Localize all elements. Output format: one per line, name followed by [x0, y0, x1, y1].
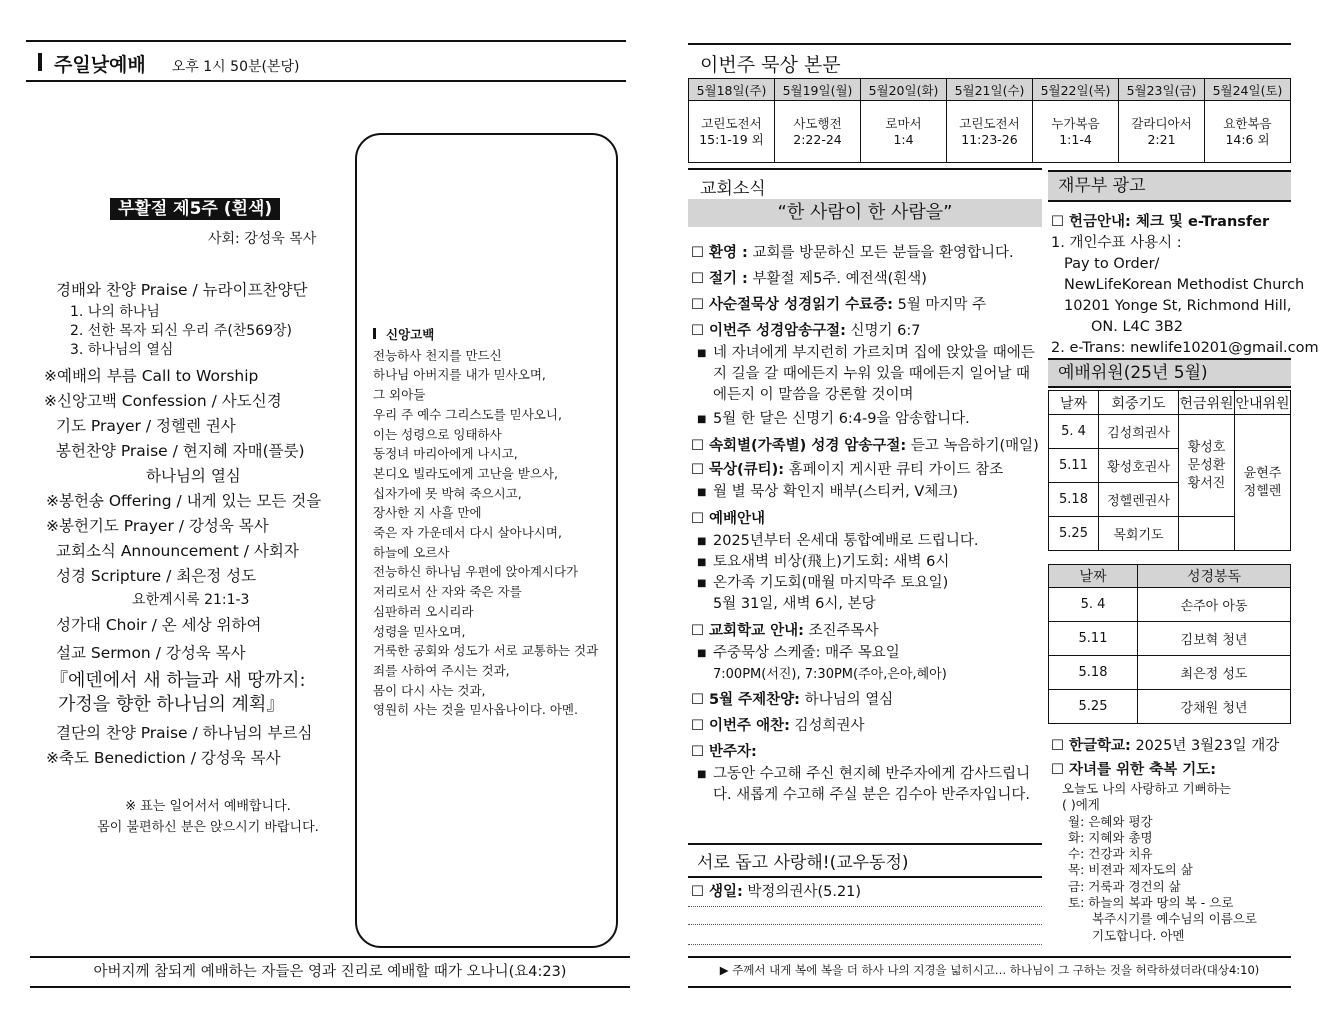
- committee-header: 회중기도: [1099, 391, 1179, 415]
- committee-prayer: 목회기도: [1099, 517, 1179, 551]
- finance-line: 2. e-Trans: newlife10201@gmail.com: [1051, 340, 1319, 356]
- service-time: 오후 1시 50분(본당): [171, 59, 300, 75]
- news-item: ☐ 교회학교 안내: 조진주목사: [691, 619, 1041, 643]
- order-item: ※축도 Benediction / 강성욱 목사: [46, 749, 281, 767]
- news-item: ☐ 이번주 성경암송구절: 신명기 6:7: [691, 319, 1041, 343]
- meditation-cell: 갈라디아서 2:21: [1119, 101, 1205, 163]
- creed-line: 장사한 지 사흘 만에: [373, 505, 482, 521]
- committee-date: 5.25: [1049, 517, 1099, 551]
- order-item: 요한계시록 21:1-3: [132, 592, 250, 608]
- finance-line: 10201 Yonge St, Richmond Hill,: [1064, 298, 1292, 314]
- blessing-line: 복주시기를 예수님의 이름으로: [1092, 911, 1257, 927]
- meditation-date: 5월23일(금): [1119, 79, 1205, 101]
- blessing-line: 목: 비젼과 제자도의 삶: [1068, 862, 1193, 878]
- news-bullet: ■ 네 자녀에게 부지런히 가르치며 집에 앉았을 때에든지 길을 갈 때에든지 누워 있을 때에든지 일어날 때에든지 이 말씀을 강론할 것이며: [691, 343, 1041, 406]
- service-title: 주일낮예배: [54, 54, 146, 76]
- meditation-cell: 누가복음 1:1-4: [1033, 101, 1119, 163]
- fellowship-title-rule: [688, 876, 1042, 878]
- order-item: 설교 Sermon / 강성욱 목사: [56, 644, 246, 662]
- order-item: 결단의 찬양 Praise / 하나님의 부르심: [56, 724, 313, 742]
- reading-header: 날짜: [1049, 565, 1138, 588]
- meditation-cell: 사도행전 2:22-24: [775, 101, 861, 163]
- meditation-date: 5월22일(목): [1033, 79, 1119, 101]
- blessing-line: 금: 거룩과 경건의 삶: [1068, 878, 1181, 894]
- left-header-rule: [26, 80, 626, 82]
- news-top-rule: [688, 168, 1042, 170]
- meditation-date: 5월24일(토): [1205, 79, 1291, 101]
- reading-date: 5.25: [1049, 690, 1138, 724]
- finance-info: [1051, 211, 1319, 359]
- meditation-cell: 요한복음 14:6 외: [1205, 101, 1291, 163]
- order-item: 2. 선한 목자 되신 우리 주(찬569장): [70, 323, 293, 339]
- meditation-date: 5월21일(수): [947, 79, 1033, 101]
- blessing-line: 기도합니다. 아멘: [1092, 927, 1185, 943]
- order-item: 1. 나의 하나님: [70, 304, 160, 320]
- news-bullet: ■ 주중묵상 스케줄: 매주 목요일: [691, 643, 1041, 664]
- reading-reader: 손주아 아동: [1138, 588, 1291, 622]
- news-bullet-cont: 5월 31일, 새벽 6시, 본당: [713, 596, 876, 612]
- finance-line: NewLifeKorean Methodist Church: [1064, 277, 1305, 293]
- creed-line: 심판하러 오시리라: [373, 603, 474, 619]
- left-footer-verse: 아버지께 참되게 예배하는 자들은 영과 진리로 예배할 때가 오나니(요4:23): [93, 964, 567, 980]
- blessing-prayer: [1062, 781, 1257, 944]
- left-footer-rule-top: [30, 956, 630, 958]
- news-motto: “한 사람이 한 사람을”: [688, 199, 1042, 227]
- fellowship-top-rule: [688, 843, 1042, 845]
- dotted-line: [688, 924, 1042, 925]
- creed-line: 하나님 아버지를 내가 믿사오며,: [373, 367, 546, 383]
- committee-title: 예배위원(25년 5월): [1048, 358, 1291, 388]
- presider: 사회: 강성욱 목사: [208, 231, 317, 247]
- creed-line: 성령을 믿사오며,: [373, 623, 466, 639]
- news-title: 교회소식: [700, 179, 766, 199]
- creed-line: 몸이 다시 사는 것과,: [373, 682, 486, 698]
- committee-date: 5.18: [1049, 483, 1099, 517]
- creed-line: 그 외아들: [373, 387, 426, 403]
- meditation-date: 5월19일(월): [775, 79, 861, 101]
- news-item: ☐ 사순절묵상 성경읽기 수료증: 5월 마지막 주: [691, 293, 1041, 317]
- order-item: 3. 하나님의 열심: [70, 342, 174, 358]
- order-item: 경배와 찬양 Praise / 뉴라이프찬양단: [56, 281, 308, 299]
- meditation-cell: 고린도전서 15:1-19 외: [689, 101, 775, 163]
- order-item: 성가대 Choir / 온 세상 위하여: [56, 616, 262, 634]
- sermon-title: 가정을 향한 하나님의 계획』: [58, 694, 285, 715]
- finance-line: 1. 개인수표 사용시 :: [1051, 235, 1182, 251]
- creed-line: 전능하신 하나님 우편에 앉아계시다가: [373, 564, 579, 580]
- order-item: ※신앙고백 Confession / 사도신경: [44, 392, 282, 410]
- committee-prayer: 정헬렌권사: [1099, 483, 1179, 517]
- creed: [373, 325, 598, 720]
- blessing-line: ( )에게: [1062, 797, 1100, 813]
- order-item: 봉헌찬양 Praise / 현지혜 자매(플룻): [56, 442, 305, 460]
- creed-title: 신앙고백: [373, 325, 598, 345]
- meditation-cell: 로마서 1:4: [861, 101, 947, 163]
- creed-line: 동정녀 마리아에게 나시고,: [373, 446, 518, 462]
- finance-offering-label: ☐ 헌금안내: 체크 및 e-Transfer: [1051, 211, 1291, 233]
- committee-prayer: 김성희권사: [1099, 415, 1179, 449]
- right-footer-rule-top: [688, 956, 1291, 958]
- reading-date: 5. 4: [1049, 588, 1138, 622]
- committee-date: 5. 4: [1049, 415, 1099, 449]
- news-bullet: ■ 2025년부터 온세대 통합예배로 드립니다.: [691, 531, 1041, 552]
- meditation-table: [688, 78, 1291, 163]
- creed-line: 영원히 사는 것을 믿사옵나이다. 아멘.: [373, 702, 578, 718]
- right-top-rule: [688, 43, 1291, 45]
- news-bullet-cont: 7:00PM(서진), 7:30PM(주아,은아,혜아): [713, 667, 947, 682]
- news-list: [691, 241, 1041, 806]
- creed-line: 이는 성령으로 잉태하사: [373, 426, 502, 442]
- committee-table: [1048, 390, 1291, 551]
- reading-reader: 강채원 청년: [1138, 690, 1291, 724]
- news-bullet: ■ 그동안 수고해 주신 현지혜 반주자에게 감사드립니다. 새롭게 수고해 주실 분은 김수아 반주자입니다.: [691, 764, 1041, 806]
- blessing-label: ☐ 자녀를 위한 축복 기도:: [1051, 758, 1216, 782]
- committee-prayer: 황성호권사: [1099, 449, 1179, 483]
- finance-line: Pay to Order/: [1064, 256, 1160, 272]
- left-footer-rule-bottom: [30, 986, 630, 988]
- finance-line: ON. L4C 3B2: [1091, 319, 1183, 335]
- blessing-line: 월: 은혜와 평강: [1068, 813, 1153, 829]
- birthday-item: ☐ 생일: 박정의권사(5.21): [691, 880, 861, 904]
- reading-reader: 최은정 성도: [1138, 656, 1291, 690]
- creed-line: 죄를 사하여 주시는 것과,: [373, 662, 510, 678]
- left-top-rule: [26, 40, 626, 42]
- creed-line: 십자가에 못 박혀 죽으시고,: [373, 485, 522, 501]
- creed-box: [355, 133, 618, 948]
- standing-note: ※ 표는 일어서서 예배합니다. 몸이 불편하신 분은 앉으시기 바랍니다.: [97, 799, 319, 835]
- service-header: [38, 50, 299, 77]
- reading-header: 성경봉독: [1138, 565, 1291, 588]
- news-item: ☐ 속회별(가족별) 성경 암송구절: 듣고 녹음하기(매일): [691, 434, 1041, 458]
- finance-title: 재무부 광고: [1048, 170, 1291, 202]
- news-item: ☐ 5월 주제찬양: 하나님의 열심: [691, 688, 1041, 712]
- header-bar-mark: [38, 53, 42, 71]
- creed-line: 하늘에 오르사: [373, 544, 450, 560]
- committee-offering-empty: [1179, 517, 1235, 551]
- meditation-title: 이번주 묵상 본문: [700, 54, 841, 76]
- fellowship-title: 서로 돕고 사랑해!(교우동정): [697, 853, 909, 873]
- sermon-title: 『에덴에서 새 하늘과 새 땅까지:: [50, 670, 306, 691]
- order-item: 하나님의 열심: [146, 467, 241, 485]
- committee-date: 5.11: [1049, 449, 1099, 483]
- blessing-line: 화: 지혜와 총명: [1068, 829, 1153, 845]
- order-item: ※봉헌기도 Prayer / 강성욱 목사: [46, 517, 269, 535]
- creed-line: 죽은 자 가운데서 다시 살아나시며,: [373, 525, 562, 541]
- news-bullet: ■ 온가족 기도회(매월 마지막주 토요일): [691, 573, 1041, 594]
- creed-line: 우리 주 예수 그리스도를 믿사오니,: [373, 406, 562, 422]
- blessing-line: 오늘도 나의 사랑하고 기뻐하는: [1062, 781, 1231, 796]
- news-item: ☐ 이번주 애찬: 김성희권사: [691, 714, 1041, 738]
- order-item: 기도 Prayer / 정헬렌 권사: [56, 417, 236, 435]
- meditation-date: 5월20일(화): [861, 79, 947, 101]
- news-bullet: ■ 토요새벽 비상(飛上)기도회: 새벽 6시: [691, 552, 1041, 573]
- season-title: 부활절 제5주 (흰색): [110, 198, 280, 220]
- right-footer-verse: ▶ 주께서 내게 복에 복을 더 하사 나의 지경을 넓히시고… 하나님이 그 구하는 것을 허락하셨더라(대상4:10): [719, 963, 1260, 977]
- committee-header: 안내위원: [1235, 391, 1291, 415]
- meditation-cell: 고린도전서 11:23-26: [947, 101, 1033, 163]
- blessing-line: 토: 하늘의 복과 땅의 복 - 으로: [1068, 895, 1234, 911]
- reading-table: [1048, 564, 1291, 724]
- dotted-line: [688, 906, 1042, 907]
- order-item: 교회소식 Announcement / 사회자: [56, 542, 299, 560]
- news-item: ☐ 반주자:: [691, 740, 1041, 764]
- reading-reader: 김보혁 청년: [1138, 622, 1291, 656]
- creed-line: 전능하사 천지를 만드신: [373, 347, 502, 363]
- order-item: ※봉헌송 Offering / 내게 있는 모든 것을: [46, 492, 322, 510]
- news-item: ☐ 환영 : 교회를 방문하신 모든 분들을 환영합니다.: [691, 241, 1041, 265]
- order-item: 성경 Scripture / 최은정 성도: [56, 567, 257, 585]
- korean-school: ☐ 한글학교: 2025년 3월23일 개강: [1051, 734, 1279, 758]
- creed-line: 본디오 빌라도에게 고난을 받으사,: [373, 465, 558, 481]
- news-item: ☐ 절기 : 부활절 제5주. 예전색(흰색): [691, 267, 1041, 291]
- dotted-line: [688, 944, 1042, 945]
- committee-header: 헌금위원: [1179, 391, 1235, 415]
- news-bullet: ■ 월 별 묵상 확인지 배부(스티커, V체크): [691, 482, 1041, 503]
- news-item: ☐ 예배안내: [691, 507, 1041, 531]
- meditation-date: 5월18일(주): [689, 79, 775, 101]
- order-of-worship: [44, 278, 344, 771]
- reading-date: 5.11: [1049, 622, 1138, 656]
- news-bullet: ■ 5월 한 달은 신명기 6:4-9을 암송합니다.: [691, 409, 1041, 430]
- committee-header: 날짜: [1049, 391, 1099, 415]
- creed-line: 저리로서 산 자와 죽은 자를: [373, 584, 522, 600]
- order-item: ※예배의 부름 Call to Worship: [44, 367, 259, 385]
- news-item: ☐ 묵상(큐티): 홈페이지 게시판 큐티 가이드 참조: [691, 458, 1041, 482]
- committee-offering: 황성호 문성환 황서진: [1179, 415, 1235, 517]
- committee-usher: 윤현주 정헬렌: [1235, 415, 1291, 551]
- right-footer-rule-bottom: [688, 986, 1291, 988]
- creed-line: 거룩한 공회와 성도가 서로 교통하는 것과: [373, 643, 599, 659]
- blessing-line: 수: 건강과 치유: [1068, 846, 1153, 862]
- reading-date: 5.18: [1049, 656, 1138, 690]
